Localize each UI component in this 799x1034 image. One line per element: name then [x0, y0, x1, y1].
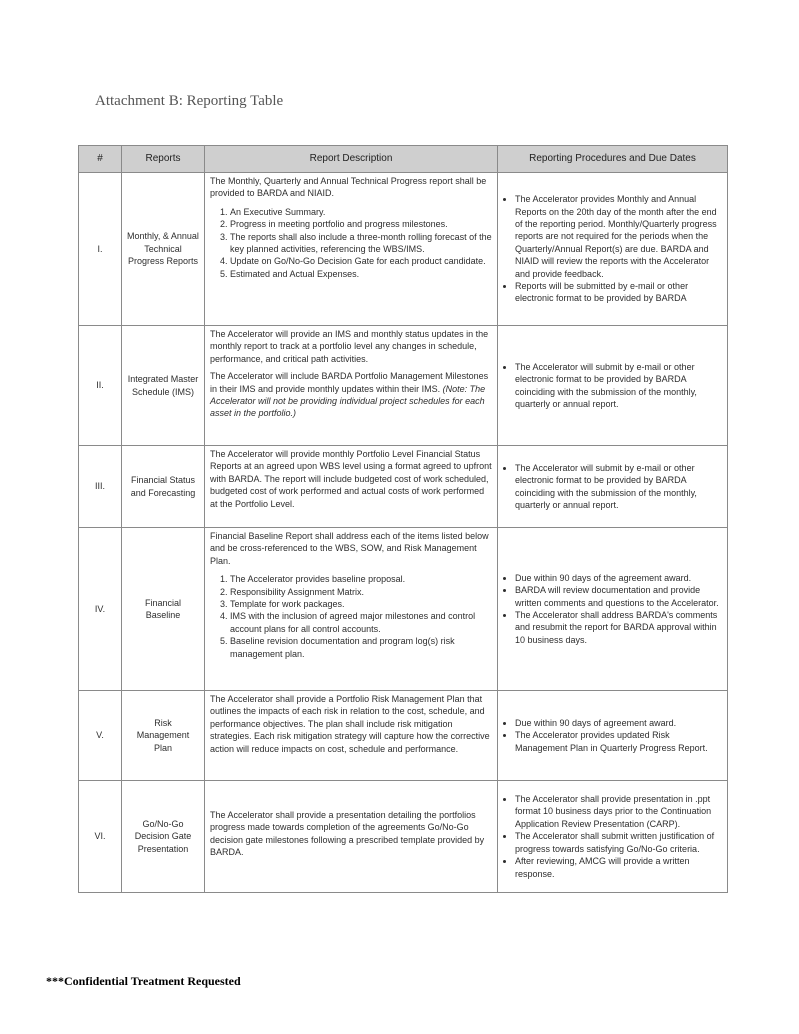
report-name: Financial Status and Forecasting — [122, 446, 205, 528]
list-item: • The Accelerator shall submit written justification of progress towards satisfying Go/No-Go criteria. — [515, 830, 722, 855]
header-report-description: Report Description — [205, 146, 498, 173]
report-description — [205, 446, 498, 528]
report-description — [205, 326, 498, 446]
procedures-cell — [498, 326, 728, 446]
table-row — [79, 691, 728, 781]
procedures-list — [503, 717, 722, 754]
list-item: • Reports will be submitted by e-mail or other electronic format to be provided by BARDA — [515, 280, 722, 305]
list-item: • The Accelerator shall provide presentation in .ppt format 10 business days prior to the Continuation Application Review Presentation (CARP). — [515, 793, 722, 830]
list-item: 4. Update on Go/No-Go Decision Gate for each product candidate. — [230, 255, 492, 267]
header-reports: Reports — [122, 146, 205, 173]
description-paragraph: The Accelerator shall provide a Portfolio Risk Management Plan that outlines the impacts of each risk in relation to the cost, schedule, and performance objectives. The plan shall include risk mitigation strategies. Each risk mitigation strategy will capture how the corrective action will reduce impacts on cost, schedule and performance. — [210, 694, 490, 754]
list-item: 3. Template for work packages. — [230, 598, 492, 610]
list-item: • BARDA will review documentation and provide written comments and questions to the Accelerator. — [515, 584, 722, 609]
list-item: • The Accelerator will submit by e-mail or other electronic format to be provided by BARDA coinciding with the submission of the monthly, quarterly or annual report. — [515, 462, 722, 512]
list-item: • The Accelerator provides Monthly and Annual Reports on the 20th day of the month after the end of the reporting period. Monthly/Quarterly progress reports are not required for the periods when the Quarterly/Annual Report(s) are due. BARDA and NIAID will review the reports with the Accelerator and provide feedback. — [515, 193, 722, 280]
list-item: • Due within 90 days of agreement award. — [515, 717, 722, 729]
list-item: 1. An Executive Summary. — [230, 206, 492, 218]
report-name: Monthly, & Annual Technical Progress Reports — [122, 173, 205, 326]
row-number: I. — [79, 173, 122, 326]
description-list — [210, 206, 492, 280]
procedures-list — [503, 572, 722, 646]
row-number: V. — [79, 691, 122, 781]
description-note: (Note: The Accelerator will not be providing individual project schedules for each asset in the portfolio.) — [210, 383, 486, 419]
procedures-list — [503, 361, 722, 411]
table-row — [79, 446, 728, 528]
table-row — [79, 528, 728, 691]
header-number: # — [79, 146, 122, 173]
procedures-cell — [498, 781, 728, 893]
row-number: IV. — [79, 528, 122, 691]
procedures-list — [503, 193, 722, 305]
table-header-row — [79, 146, 728, 173]
description-paragraph: The Accelerator will provide an IMS and monthly status updates in the monthly report to track at a portfolio level any changes in schedule, performance, and critical path activities. — [210, 329, 489, 364]
confidential-footer: ***Confidential Treatment Requested — [46, 974, 241, 988]
report-name: Integrated Master Schedule (IMS) — [122, 326, 205, 446]
procedures-cell — [498, 446, 728, 528]
page-heading: Attachment B: Reporting Table — [95, 93, 284, 109]
description-paragraph — [210, 370, 492, 420]
reporting-table — [78, 145, 728, 893]
list-item: 4. IMS with the inclusion of agreed major milestones and control account plans for all control accounts. — [230, 610, 492, 635]
list-item: 3. The reports shall also include a three-month rolling forecast of the key planned activities, referencing the WBS/IMS. — [230, 231, 492, 256]
list-item: • The Accelerator will submit by e-mail or other electronic format to be provided by BARDA coinciding with the submission of the monthly, quarterly or annual report. — [515, 361, 722, 411]
header-procedures-due-dates: Reporting Procedures and Due Dates — [498, 146, 728, 173]
description-paragraph: The Accelerator shall provide a presentation detailing the portfolios progress made towards completion of the agreements Go/No-Go decision gate milestones following a prescribed template provided by BARDA. — [210, 809, 485, 857]
row-number: II. — [79, 326, 122, 446]
report-description — [205, 173, 498, 326]
table-row — [79, 781, 728, 893]
report-name: Risk Management Plan — [122, 691, 205, 781]
list-item: 5. Baseline revision documentation and program log(s) risk management plan. — [230, 635, 492, 660]
list-item: 2. Responsibility Assignment Matrix. — [230, 586, 492, 598]
list-item: • The Accelerator shall address BARDA's comments and resubmit the report for BARDA approval within 10 business days. — [515, 609, 722, 646]
report-description — [205, 528, 498, 691]
list-item: • After reviewing, AMCG will provide a written response. — [515, 855, 722, 880]
list-item: 1. The Accelerator provides baseline proposal. — [230, 573, 492, 585]
row-number: III. — [79, 446, 122, 528]
report-description — [205, 691, 498, 781]
procedures-list — [503, 793, 722, 880]
table-row — [79, 326, 728, 446]
list-item: • The Accelerator provides updated Risk Management Plan in Quarterly Progress Report. — [515, 729, 722, 754]
procedures-cell — [498, 691, 728, 781]
report-name: Financial Baseline — [122, 528, 205, 691]
row-number: VI. — [79, 781, 122, 893]
description-text: The Accelerator will include BARDA Portfolio Management Milestones in their IMS and provide monthly updates within their IMS. — [210, 371, 489, 394]
description-list — [210, 573, 492, 660]
description-paragraph: The Accelerator will provide monthly Portfolio Level Financial Status Reports at an agreed upon WBS level using a format agreed to upfront with BARDA. The report will include budgeted cost of work scheduled, budgeted cost of work performed and actual costs of work performed at the Portfolio Level. — [210, 449, 492, 509]
procedures-list — [503, 462, 722, 512]
list-item: 2. Progress in meeting portfolio and progress milestones. — [230, 218, 492, 230]
procedures-cell — [498, 528, 728, 691]
procedures-cell — [498, 173, 728, 326]
table-row — [79, 173, 728, 326]
list-item: 5. Estimated and Actual Expenses. — [230, 268, 492, 280]
report-name: Go/No-Go Decision Gate Presentation — [122, 781, 205, 893]
report-description — [205, 781, 498, 893]
description-intro: Financial Baseline Report shall address each of the items listed below and be cross-referenced to the WBS, SOW, and Risk Management Plan. — [210, 531, 489, 566]
description-intro: The Monthly, Quarterly and Annual Technical Progress report shall be provided to BARDA and NIAID. — [210, 176, 487, 199]
list-item: • Due within 90 days of the agreement award. — [515, 572, 722, 584]
